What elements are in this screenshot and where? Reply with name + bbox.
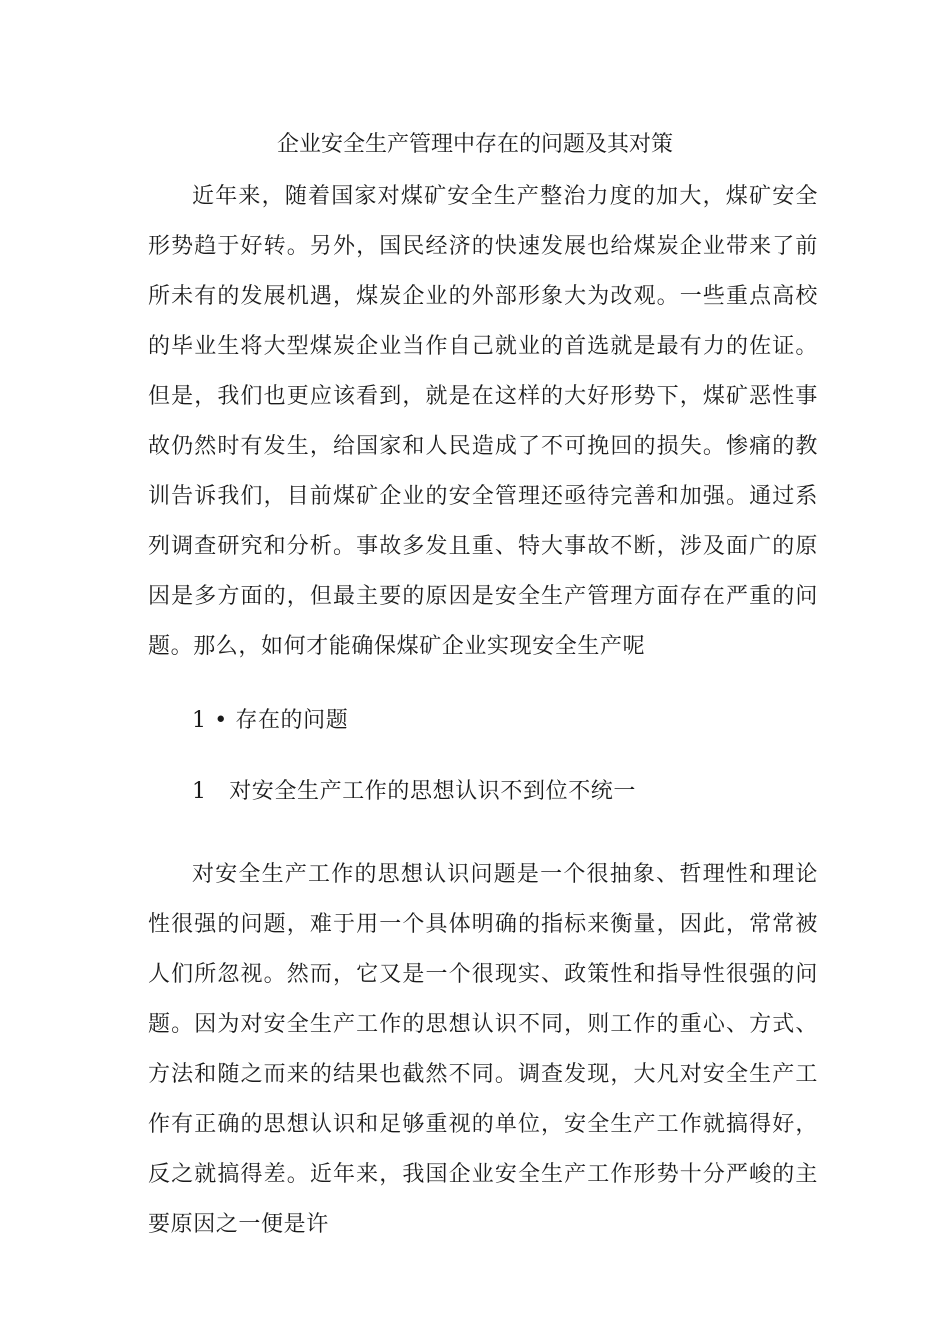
section-heading: 1 • 存在的问题 — [192, 708, 349, 733]
subsection-heading: 1 对安全生产工作的思想认识不到位不统一 — [192, 779, 636, 804]
intro-paragraph: 近年来，随着国家对煤矿安全生产整治力度的加大，煤矿安全形势趋于好转。另外，国民经济的快速发展也给煤炭企业带来了前所未有的发展机遇，煤炭企业的外部形象大为改观。一些重点高校的毕业生将大型煤炭企业当作自己就业的首选就是最有力的佐证。但是，我们也更应该看到，就是在这样的大好形势下，煤矿恶性事故仍然时有发生，给国家和人民造成了不可挽回的损失。惨痛的教训告诉我们，目前煤矿企业的安全管理还亟待完善和加强。通过系列调查研究和分析。事故多发且重、特大事故不断，涉及面广的原因是多方面的，但最主要的原因是安全生产管理方面存在严重的问题。那么，如何才能确保煤矿企业实现安全生产呢 — [148, 184, 818, 659]
body-paragraph: 对安全生产工作的思想认识问题是一个很抽象、哲理性和理论性很强的问题，难于用一个具体明确的指标来衡量，因此，常常被人们所忽视。然而，它又是一个很现实、政策性和指导性很强的问题。因为对安全生产工作的思想认识不同，则工作的重心、方式、方法和随之而来的结果也截然不同。调查发现，大凡对安全生产工作有正确的思想认识和足够重视的单位，安全生产工作就搞得好，反之就搞得差。近年来，我国企业安全生产工作形势十分严峻的主要原因之一便是许 — [148, 862, 818, 1237]
document-title: 企业安全生产管理中存在的问题及其对策 — [276, 132, 673, 157]
